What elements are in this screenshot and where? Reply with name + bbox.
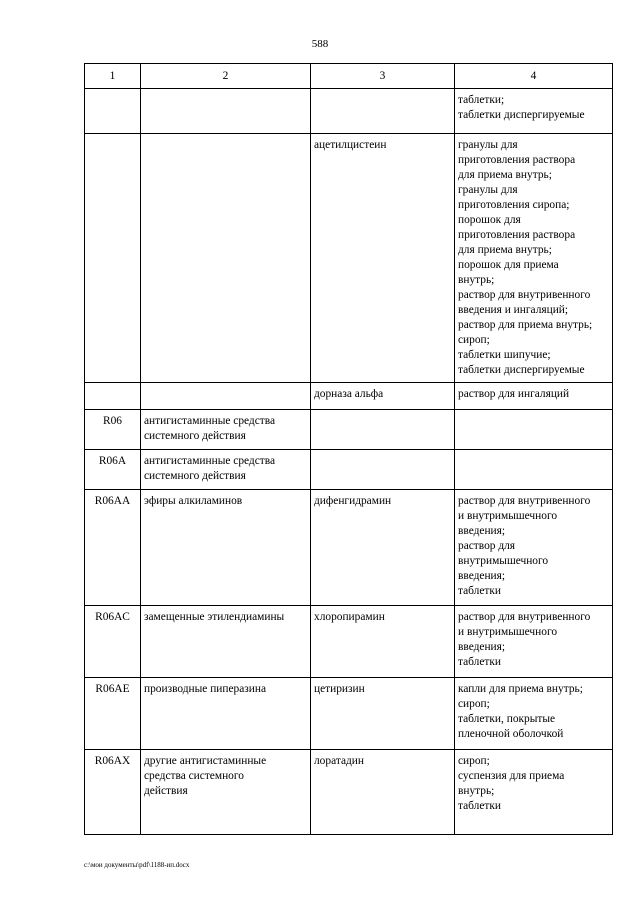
group-name-cell: эфиры алкиламинов — [141, 490, 311, 606]
drug-table — [84, 63, 613, 835]
substance-cell — [311, 450, 455, 490]
footer-file-path: c:\мои документы\pdf\1188-ип.docx — [84, 861, 190, 869]
dosage-forms-cell: раствор для внутривенного и внутримышечного введения; раствор для внутримышечного введения; таблетки — [455, 490, 613, 606]
table-row — [85, 606, 613, 678]
substance-cell: цетиризин — [311, 678, 455, 750]
table-header-row — [85, 64, 613, 89]
group-name-cell: антигистаминные средства системного действия — [141, 450, 311, 490]
header-col-3: 3 — [311, 64, 455, 89]
atc-code-cell: R06AE — [85, 678, 141, 750]
dosage-forms-cell: сироп; суспензия для приема внутрь; таблетки — [455, 750, 613, 835]
group-name-cell: производные пиперазина — [141, 678, 311, 750]
dosage-forms-cell: раствор для внутривенного и внутримышечного введения; таблетки — [455, 606, 613, 678]
group-name-cell — [141, 134, 311, 383]
atc-code-cell: R06AA — [85, 490, 141, 606]
table-row — [85, 410, 613, 450]
atc-code-cell — [85, 89, 141, 134]
substance-cell: дорназа альфа — [311, 383, 455, 410]
dosage-forms-cell: таблетки; таблетки диспергируемые — [455, 89, 613, 134]
table-row — [85, 134, 613, 383]
dosage-forms-cell — [455, 450, 613, 490]
substance-cell: ацетилцистеин — [311, 134, 455, 383]
group-name-cell — [141, 89, 311, 134]
atc-code-cell: R06AX — [85, 750, 141, 835]
header-col-4: 4 — [455, 64, 613, 89]
table-row — [85, 383, 613, 410]
table-row — [85, 490, 613, 606]
dosage-forms-cell: раствор для ингаляций — [455, 383, 613, 410]
substance-cell: хлоропирамин — [311, 606, 455, 678]
group-name-cell — [141, 383, 311, 410]
table-row — [85, 750, 613, 835]
atc-code-cell — [85, 383, 141, 410]
dosage-forms-cell: капли для приема внутрь; сироп; таблетки, покрытые пленочной оболочкой — [455, 678, 613, 750]
atc-code-cell: R06AC — [85, 606, 141, 678]
atc-code-cell — [85, 134, 141, 383]
header-col-2: 2 — [141, 64, 311, 89]
table-row — [85, 450, 613, 490]
group-name-cell: другие антигистаминные средства системного действия — [141, 750, 311, 835]
group-name-cell: антигистаминные средства системного действия — [141, 410, 311, 450]
substance-cell: лоратадин — [311, 750, 455, 835]
table-row — [85, 89, 613, 134]
substance-cell: дифенгидрамин — [311, 490, 455, 606]
dosage-forms-cell: гранулы для приготовления раствора для приема внутрь; гранулы для приготовления сиропа; порошок для приготовления раствора для приема внутрь; порошок для приема внутрь; раствор для внутривенного введения и ингаляций; раствор для приема внутрь; сироп; таблетки шипучие; таблетки диспергируемые — [455, 134, 613, 383]
atc-code-cell: R06 — [85, 410, 141, 450]
dosage-forms-cell — [455, 410, 613, 450]
table-row — [85, 678, 613, 750]
substance-cell — [311, 410, 455, 450]
page-number: 588 — [311, 38, 329, 50]
group-name-cell: замещенные этилендиамины — [141, 606, 311, 678]
atc-code-cell: R06A — [85, 450, 141, 490]
substance-cell — [311, 89, 455, 134]
header-col-1: 1 — [85, 64, 141, 89]
